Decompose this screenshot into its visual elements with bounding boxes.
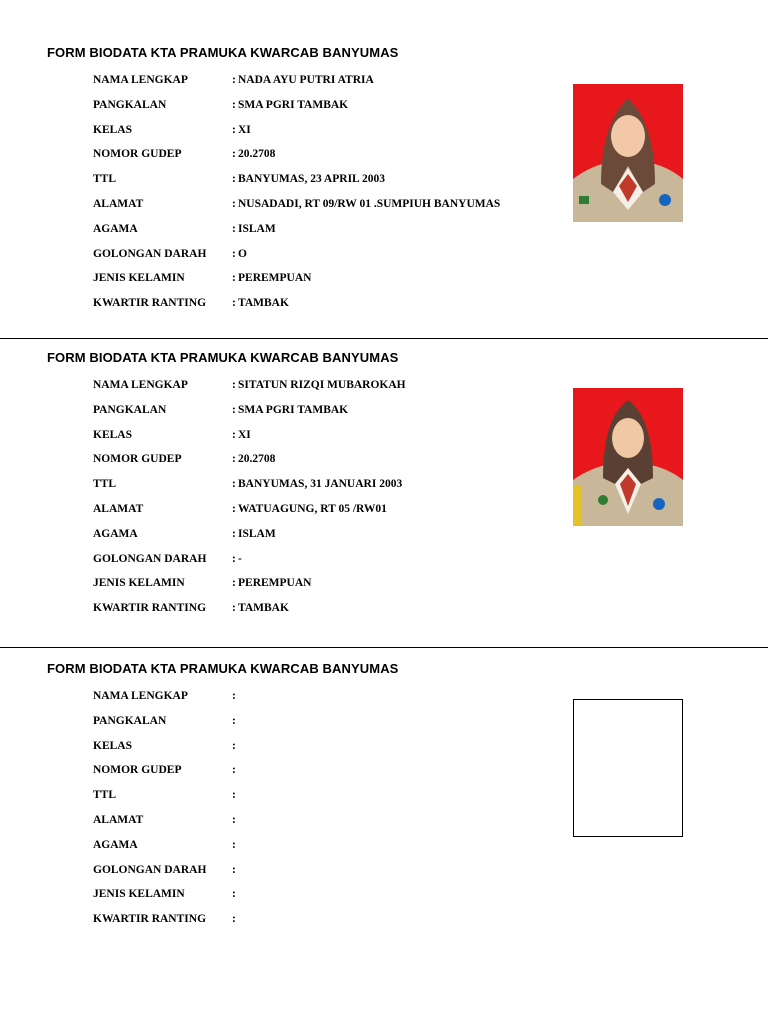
field-value: NUSADADI, RT 09/RW 01 .SUMPIUH BANYUMAS [238,197,501,210]
field-value: TAMBAK [238,602,289,615]
section-divider [0,338,768,339]
field-label: KELAS [93,123,132,136]
field-value: NADA AYU PUTRI ATRIA [238,74,374,86]
field-colon: : [232,247,236,260]
field-label: PANGKALAN [93,403,167,416]
field-value: BANYUMAS, 23 APRIL 2003 [238,173,385,186]
field-colon: : [232,838,236,851]
field-value: SMA PGRI TAMBAK [238,98,349,111]
field-label: ALAMAT [93,502,144,515]
field-value: ISLAM [238,222,276,235]
person-portrait-icon [573,388,683,526]
field-colon: : [232,173,236,186]
field-colon: : [232,453,236,466]
field-label: ALAMAT [93,197,144,210]
field-label: GOLONGAN DARAH [93,247,207,260]
field-colon: : [232,813,236,826]
field-label: NOMOR GUDEP [93,453,182,466]
field-label: ALAMAT [93,813,144,826]
field-label: KWARTIR RANTING [93,602,207,615]
field-colon: : [232,552,236,565]
field-label: GOLONGAN DARAH [93,863,207,876]
field-colon: : [232,222,236,235]
field-colon: : [232,789,236,802]
section-divider [0,647,768,648]
field-colon: : [232,123,236,136]
field-label: NAMA LENGKAP [93,690,188,702]
field-colon: : [232,714,236,727]
field-label: NAMA LENGKAP [93,379,188,391]
form-title: FORM BIODATA KTA PRAMUKA KWARCAB BANYUMAS [47,45,399,60]
field-colon: : [232,98,236,111]
field-label: KELAS [93,428,132,441]
field-label: TTL [93,789,117,802]
field-label: TTL [93,173,117,186]
field-label: PANGKALAN [93,714,167,727]
photo-placeholder [573,699,683,837]
field-label: KELAS [93,739,132,752]
field-value: O [238,247,247,260]
field-label: GOLONGAN DARAH [93,552,207,565]
person-portrait-icon [573,84,683,222]
field-value: - [238,552,242,565]
field-colon: : [232,527,236,540]
field-colon: : [232,913,236,926]
field-colon: : [232,403,236,416]
field-value: 20.2708 [238,148,276,161]
profile-photo [573,84,683,222]
field-colon: : [232,690,236,702]
field-colon: : [232,297,236,310]
field-value: BANYUMAS, 31 JANUARI 2003 [238,478,403,491]
field-value: 20.2708 [238,453,276,466]
field-value: SMA PGRI TAMBAK [238,403,349,416]
field-colon: : [232,764,236,777]
profile-photo [573,388,683,526]
form-title: FORM BIODATA KTA PRAMUKA KWARCAB BANYUMAS [47,350,399,365]
field-label: JENIS KELAMIN [93,577,185,590]
field-colon: : [232,602,236,615]
field-colon: : [232,863,236,876]
field-colon: : [232,478,236,491]
field-label: PANGKALAN [93,98,167,111]
field-value: PEREMPUAN [238,272,312,285]
form-title: FORM BIODATA KTA PRAMUKA KWARCAB BANYUMAS [47,661,399,676]
field-label: AGAMA [93,222,138,235]
field-label: AGAMA [93,527,138,540]
field-colon: : [232,197,236,210]
field-colon: : [232,148,236,161]
field-colon: : [232,502,236,515]
field-colon: : [232,888,236,901]
field-label: NOMOR GUDEP [93,148,182,161]
field-colon: : [232,739,236,752]
field-label: TTL [93,478,117,491]
field-value: SITATUN RIZQI MUBAROKAH [238,379,406,391]
field-colon: : [232,428,236,441]
field-label: JENIS KELAMIN [93,272,185,285]
field-value: ISLAM [238,527,276,540]
field-label: AGAMA [93,838,138,851]
field-label: NOMOR GUDEP [93,764,182,777]
field-colon: : [232,74,236,86]
field-value: TAMBAK [238,297,289,310]
field-label: KWARTIR RANTING [93,297,207,310]
field-value: WATUAGUNG, RT 05 /RW01 [238,502,387,515]
field-label: KWARTIR RANTING [93,913,207,926]
field-colon: : [232,577,236,590]
field-value: XI [238,123,251,136]
field-colon: : [232,272,236,285]
field-value: XI [238,428,251,441]
field-value: PEREMPUAN [238,577,312,590]
field-colon: : [232,379,236,391]
field-label: JENIS KELAMIN [93,888,185,901]
field-label: NAMA LENGKAP [93,74,188,86]
